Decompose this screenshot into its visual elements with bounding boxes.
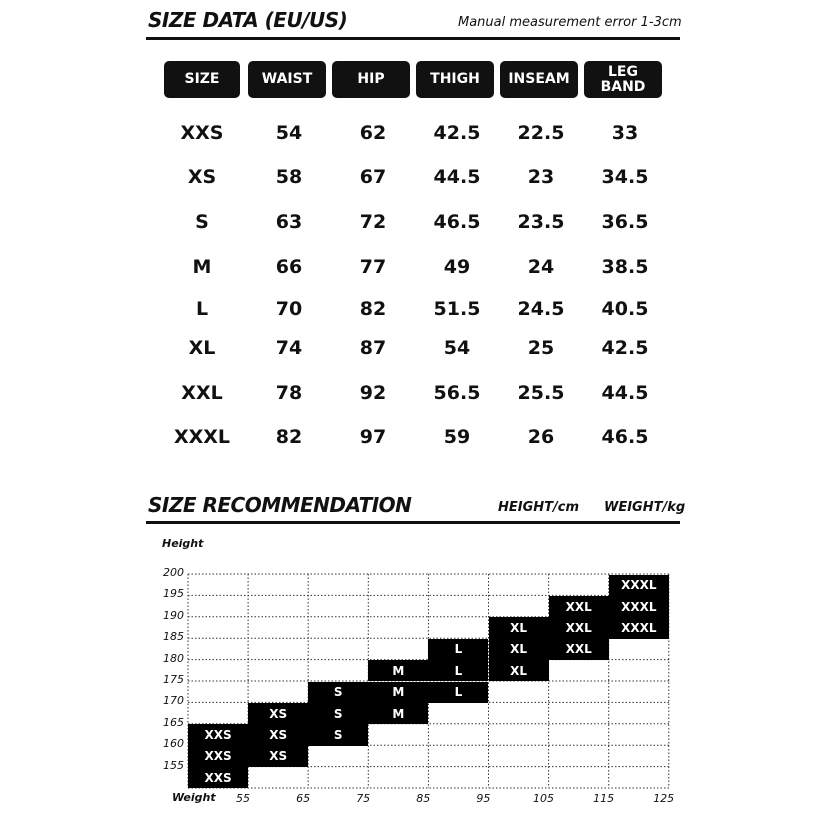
size-label-cell: XXXL <box>173 426 231 448</box>
measurement-cell: 33 <box>611 122 639 144</box>
x-tick-label: 115 <box>593 792 615 805</box>
size-block: S <box>308 724 368 745</box>
y-tick-label: 170 <box>163 694 184 708</box>
y-tick-label: 180 <box>163 651 184 665</box>
measurement-cell: 24 <box>527 256 555 278</box>
measurement-cell: 54 <box>275 122 303 144</box>
size-block: XXS <box>188 746 248 767</box>
size-block: XXL <box>549 617 609 638</box>
size-label-cell: XXL <box>181 382 223 404</box>
recommendation-title: SIZE RECOMMENDATION <box>148 493 412 517</box>
weight-unit-label: WEIGHT/kg <box>604 500 686 515</box>
header-thigh: THIGH <box>416 61 494 98</box>
measurement-cell: 97 <box>359 426 387 448</box>
measurement-error-note: Manual measurement error 1-3cm <box>458 15 682 30</box>
size-block: XXS <box>188 724 248 745</box>
measurement-cell: 42.5 <box>433 122 481 144</box>
y-tick-label: 160 <box>163 737 184 751</box>
measurement-cell: 44.5 <box>433 166 481 188</box>
size-label-cell: XS <box>187 166 217 188</box>
header-hip: HIP <box>332 61 410 98</box>
y-tick-label: 190 <box>163 608 184 622</box>
measurement-cell: 25 <box>527 337 555 359</box>
x-tick-label: 105 <box>533 792 554 805</box>
x-axis-label: Weight <box>172 791 216 804</box>
x-tick-label: 65 <box>296 792 311 805</box>
size-label-cell: M <box>192 256 212 278</box>
measurement-cell: 22.5 <box>517 122 565 144</box>
measurement-cell: 36.5 <box>601 211 649 233</box>
measurement-cell: 25.5 <box>517 382 565 404</box>
measurement-cell: 58 <box>275 166 303 188</box>
measurement-cell: 77 <box>359 256 387 278</box>
measurement-cell: 87 <box>359 337 387 359</box>
size-block: M <box>368 660 428 681</box>
measurement-cell: 46.5 <box>433 211 481 233</box>
size-label-cell: L <box>195 298 209 320</box>
measurement-cell: 23.5 <box>517 211 565 233</box>
measurement-cell: 49 <box>443 256 471 278</box>
measurement-cell: 26 <box>527 426 555 448</box>
size-block: S <box>308 682 368 703</box>
size-block: XXXL <box>609 596 669 617</box>
y-tick-label: 200 <box>163 566 184 579</box>
measurement-cell: 82 <box>275 426 303 448</box>
measurement-cell: 54 <box>443 337 471 359</box>
size-block: XS <box>248 746 308 767</box>
size-block: L <box>428 660 488 681</box>
y-tick-label: 185 <box>163 630 184 644</box>
measurement-cell: 46.5 <box>601 426 649 448</box>
header-size: SIZE <box>164 61 240 98</box>
measurement-cell: 51.5 <box>433 298 481 320</box>
x-tick-label: 125 <box>653 792 675 805</box>
size-block: XXXL <box>609 617 669 638</box>
size-label-cell: S <box>195 211 209 233</box>
measurement-cell: 67 <box>359 166 387 188</box>
measurement-cell: 59 <box>443 426 471 448</box>
measurement-cell: 40.5 <box>601 298 649 320</box>
size-block: XXL <box>549 596 609 617</box>
measurement-cell: 92 <box>359 382 387 404</box>
measurement-cell: 23 <box>527 166 555 188</box>
header-inseam: INSEAM <box>500 61 578 98</box>
size-block: XL <box>489 639 549 660</box>
measurement-cell: 78 <box>275 382 303 404</box>
y-tick-label: 175 <box>163 673 184 686</box>
size-data-title: SIZE DATA (EU/US) <box>148 8 348 32</box>
size-block: XXL <box>549 639 609 660</box>
measurement-cell: 34.5 <box>601 166 649 188</box>
y-axis-label: Height <box>162 537 204 550</box>
measurement-cell: 44.5 <box>601 382 649 404</box>
size-block: XXS <box>188 767 248 788</box>
size-block: L <box>428 639 488 660</box>
header-waist: WAIST <box>248 61 326 98</box>
x-tick-label: 55 <box>236 792 250 805</box>
height-unit-label: HEIGHT/cm <box>498 500 580 515</box>
size-block: L <box>428 682 488 703</box>
measurement-cell: 74 <box>275 337 303 359</box>
y-tick-label: 155 <box>163 758 184 772</box>
x-tick-label: 85 <box>416 792 431 805</box>
measurement-cell: 70 <box>275 298 303 320</box>
x-tick-label: 75 <box>356 792 371 805</box>
size-block: XS <box>248 724 308 745</box>
y-tick-label: 195 <box>163 587 184 601</box>
x-tick-label: 95 <box>476 792 491 805</box>
size-block: XS <box>248 703 308 724</box>
header-leg-band: LEG BAND <box>584 61 662 98</box>
measurement-cell: 38.5 <box>601 256 649 278</box>
size-block: S <box>308 703 368 724</box>
measurement-cell: 56.5 <box>433 382 481 404</box>
size-block: M <box>368 682 428 703</box>
measurement-cell: 82 <box>359 298 387 320</box>
measurement-cell: 42.5 <box>601 337 649 359</box>
size-block: XL <box>489 617 549 638</box>
size-block: XL <box>489 660 549 681</box>
size-block: M <box>368 703 428 724</box>
size-block: XXXL <box>609 575 669 596</box>
measurement-cell: 72 <box>359 211 387 233</box>
measurement-cell: 24.5 <box>517 298 565 320</box>
measurement-cell: 63 <box>275 211 303 233</box>
measurement-cell: 66 <box>275 256 303 278</box>
y-tick-label: 165 <box>163 715 184 729</box>
size-label-cell: XL <box>188 337 216 359</box>
size-label-cell: XXS <box>180 122 224 144</box>
measurement-cell: 62 <box>359 122 387 144</box>
